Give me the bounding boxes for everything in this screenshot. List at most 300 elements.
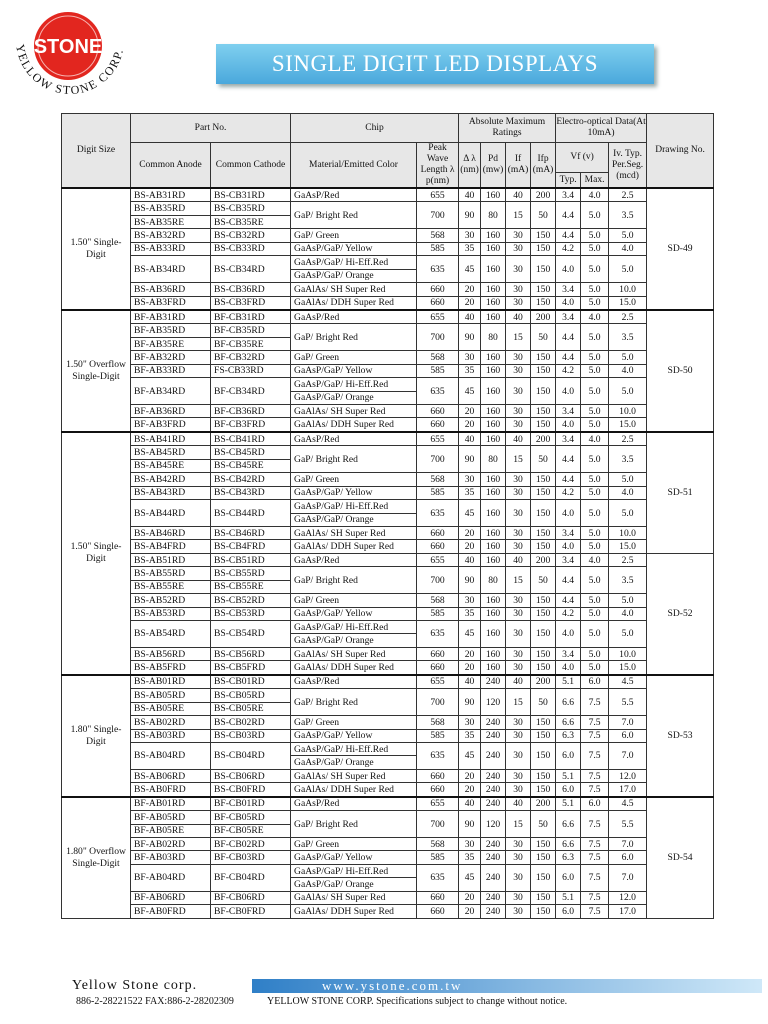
value-cell-if: 15 <box>506 689 531 716</box>
page-title: SINGLE DIGIT LED DISPLAYS <box>216 44 654 84</box>
value-cell-iv: 4.0 <box>609 486 647 499</box>
value-cell-if: 40 <box>506 432 531 446</box>
value-cell-dl: 40 <box>459 797 481 811</box>
value-cell-max: 7.5 <box>581 891 609 904</box>
cathode-part-cell: BS-CB03RD <box>211 729 291 742</box>
header-common-cathode: Common Cathode <box>211 143 291 189</box>
table-row <box>62 256 714 269</box>
value-cell-max: 5.0 <box>581 229 609 242</box>
value-cell-dl: 35 <box>459 486 481 499</box>
anode-part-cell: BS-AB33RD <box>131 242 211 255</box>
value-cell-iv: 7.0 <box>609 838 647 851</box>
value-cell-iv: 3.5 <box>609 446 647 473</box>
value-cell-ifp: 150 <box>531 769 556 782</box>
value-cell-ifp: 150 <box>531 364 556 377</box>
value-cell-if: 40 <box>506 553 531 566</box>
value-cell-max: 5.0 <box>581 473 609 486</box>
table-row <box>62 202 714 215</box>
value-cell-iv: 2.5 <box>609 432 647 446</box>
table-row <box>62 296 714 310</box>
value-cell-pd: 80 <box>481 567 506 594</box>
anode-part-cell: BF-AB35RE <box>131 337 211 350</box>
value-cell-max: 4.0 <box>581 553 609 566</box>
cathode-part-cell: BS-CB45RD <box>211 446 291 459</box>
material-cell: GaAsP/GaP/ Yellow <box>291 607 417 620</box>
value-cell-typ: 4.4 <box>556 324 581 351</box>
anode-part-cell: BS-AB36RD <box>131 283 211 296</box>
value-cell-pd: 160 <box>481 310 506 324</box>
value-cell-dl: 20 <box>459 769 481 782</box>
value-cell-peak: 655 <box>417 310 459 324</box>
table-row <box>62 838 714 851</box>
value-cell-pd: 240 <box>481 769 506 782</box>
value-cell-pd: 160 <box>481 647 506 660</box>
value-cell-if: 40 <box>506 310 531 324</box>
table-row <box>62 405 714 418</box>
value-cell-if: 40 <box>506 675 531 689</box>
value-cell-ifp: 150 <box>531 647 556 660</box>
value-cell-max: 5.0 <box>581 351 609 364</box>
value-cell-typ: 6.6 <box>556 838 581 851</box>
value-cell-typ: 4.0 <box>556 378 581 405</box>
value-cell-iv: 17.0 <box>609 905 647 918</box>
value-cell-pd: 160 <box>481 486 506 499</box>
value-cell-peak: 700 <box>417 202 459 229</box>
value-cell-if: 30 <box>506 486 531 499</box>
value-cell-ifp: 150 <box>531 296 556 310</box>
value-cell-peak: 660 <box>417 769 459 782</box>
value-cell-ifp: 150 <box>531 229 556 242</box>
value-cell-ifp: 150 <box>531 716 556 729</box>
value-cell-typ: 6.0 <box>556 864 581 891</box>
value-cell-ifp: 50 <box>531 567 556 594</box>
material-cell: GaP/ Bright Red <box>291 811 417 838</box>
value-cell-pd: 160 <box>481 607 506 620</box>
value-cell-peak: 660 <box>417 526 459 539</box>
value-cell-typ: 3.4 <box>556 283 581 296</box>
value-cell-max: 5.0 <box>581 256 609 283</box>
cathode-part-cell: BS-CB55RD <box>211 567 291 580</box>
table-row <box>62 242 714 255</box>
value-cell-pd: 160 <box>481 296 506 310</box>
material-cell: GaP/ Green <box>291 229 417 242</box>
cathode-part-cell: BS-CB36RD <box>211 283 291 296</box>
value-cell-ifp: 200 <box>531 188 556 202</box>
cathode-part-cell: BF-CB32RD <box>211 351 291 364</box>
value-cell-if: 30 <box>506 851 531 864</box>
value-cell-ifp: 150 <box>531 405 556 418</box>
value-cell-ifp: 150 <box>531 905 556 918</box>
value-cell-pd: 240 <box>481 851 506 864</box>
material-cell: GaAsP/GaP/ Hi-Eff.Red <box>291 742 417 755</box>
anode-part-cell: BF-AB35RD <box>131 324 211 337</box>
table-row <box>62 432 714 446</box>
value-cell-if: 30 <box>506 647 531 660</box>
material-cell: GaAsP/GaP/ Orange <box>291 513 417 526</box>
anode-part-cell: BF-AB04RD <box>131 864 211 891</box>
value-cell-pd: 160 <box>481 364 506 377</box>
value-cell-peak: 700 <box>417 567 459 594</box>
value-cell-typ: 4.4 <box>556 567 581 594</box>
value-cell-pd: 80 <box>481 324 506 351</box>
header-chip: Chip <box>291 114 459 143</box>
value-cell-peak: 568 <box>417 594 459 607</box>
anode-part-cell: BS-AB0FRD <box>131 783 211 797</box>
drawing-no-cell: SD-54 <box>647 797 714 918</box>
drawing-no-cell: SD-51 <box>647 432 714 553</box>
value-cell-peak: 655 <box>417 188 459 202</box>
value-cell-typ: 3.4 <box>556 432 581 446</box>
value-cell-peak: 585 <box>417 851 459 864</box>
table-row <box>62 553 714 566</box>
header-peak-wave: Peak Wave Length λ p(nm) <box>417 143 459 189</box>
value-cell-iv: 3.5 <box>609 202 647 229</box>
anode-part-cell: BS-AB31RD <box>131 188 211 202</box>
cathode-part-cell: BS-CB33RD <box>211 242 291 255</box>
anode-part-cell: BS-AB35RD <box>131 202 211 215</box>
anode-part-cell: BS-AB5FRD <box>131 661 211 675</box>
value-cell-max: 5.0 <box>581 661 609 675</box>
header-max: Max. <box>581 173 609 188</box>
cathode-part-cell: BS-CB34RD <box>211 256 291 283</box>
anode-part-cell: BS-AB03RD <box>131 729 211 742</box>
material-cell: GaP/ Green <box>291 716 417 729</box>
table-row <box>62 364 714 377</box>
value-cell-pd: 120 <box>481 811 506 838</box>
drawing-no-cell: SD-53 <box>647 675 714 797</box>
table-row <box>62 769 714 782</box>
value-cell-pd: 160 <box>481 473 506 486</box>
value-cell-if: 30 <box>506 838 531 851</box>
value-cell-typ: 4.2 <box>556 607 581 620</box>
value-cell-if: 40 <box>506 797 531 811</box>
material-cell: GaAsP/GaP/ Hi-Eff.Red <box>291 864 417 877</box>
anode-part-cell: BS-AB01RD <box>131 675 211 689</box>
digit-size-cell: 1.80" Single-Digit <box>62 675 131 797</box>
drawing-no-cell: SD-49 <box>647 188 714 310</box>
value-cell-iv: 10.0 <box>609 526 647 539</box>
value-cell-dl: 30 <box>459 351 481 364</box>
value-cell-iv: 5.0 <box>609 351 647 364</box>
cathode-part-cell: BF-CB35RE <box>211 337 291 350</box>
value-cell-pd: 160 <box>481 661 506 675</box>
value-cell-max: 5.0 <box>581 283 609 296</box>
footer-url[interactable]: www.ystone.com.tw <box>322 978 463 993</box>
table-row <box>62 607 714 620</box>
value-cell-max: 7.5 <box>581 769 609 782</box>
anode-part-cell: BS-AB34RD <box>131 256 211 283</box>
cathode-part-cell: BS-CB51RD <box>211 553 291 566</box>
value-cell-typ: 6.0 <box>556 905 581 918</box>
value-cell-max: 5.0 <box>581 405 609 418</box>
value-cell-if: 30 <box>506 594 531 607</box>
value-cell-typ: 3.4 <box>556 310 581 324</box>
value-cell-iv: 12.0 <box>609 769 647 782</box>
value-cell-max: 5.0 <box>581 500 609 527</box>
value-cell-iv: 4.5 <box>609 675 647 689</box>
value-cell-iv: 17.0 <box>609 783 647 797</box>
value-cell-iv: 4.0 <box>609 364 647 377</box>
value-cell-if: 30 <box>506 351 531 364</box>
anode-part-cell: BS-AB42RD <box>131 473 211 486</box>
value-cell-dl: 45 <box>459 378 481 405</box>
value-cell-iv: 6.0 <box>609 729 647 742</box>
value-cell-peak: 635 <box>417 621 459 648</box>
value-cell-pd: 240 <box>481 716 506 729</box>
anode-part-cell: BF-AB01RD <box>131 797 211 811</box>
value-cell-max: 5.0 <box>581 242 609 255</box>
value-cell-iv: 15.0 <box>609 661 647 675</box>
value-cell-if: 15 <box>506 446 531 473</box>
value-cell-max: 5.0 <box>581 446 609 473</box>
material-cell: GaAsP/GaP/ Yellow <box>291 729 417 742</box>
value-cell-max: 7.5 <box>581 864 609 891</box>
header-pd: Pd (mw) <box>481 143 506 189</box>
value-cell-peak: 635 <box>417 256 459 283</box>
value-cell-peak: 635 <box>417 864 459 891</box>
table-row <box>62 283 714 296</box>
value-cell-typ: 4.0 <box>556 256 581 283</box>
value-cell-pd: 160 <box>481 256 506 283</box>
cathode-part-cell: BS-CB01RD <box>211 675 291 689</box>
value-cell-dl: 20 <box>459 891 481 904</box>
value-cell-typ: 6.0 <box>556 783 581 797</box>
value-cell-typ: 3.4 <box>556 647 581 660</box>
material-cell: GaAlAs/ DDH Super Red <box>291 296 417 310</box>
material-cell: GaP/ Bright Red <box>291 202 417 229</box>
value-cell-pd: 240 <box>481 838 506 851</box>
value-cell-typ: 6.0 <box>556 742 581 769</box>
value-cell-ifp: 200 <box>531 310 556 324</box>
cathode-part-cell: BS-CB42RD <box>211 473 291 486</box>
value-cell-dl: 20 <box>459 540 481 553</box>
anode-part-cell: BS-AB05RE <box>131 702 211 715</box>
anode-part-cell: BF-AB05RE <box>131 824 211 837</box>
value-cell-ifp: 50 <box>531 446 556 473</box>
value-cell-typ: 4.4 <box>556 594 581 607</box>
footer-contact: 886-2-28221522 FAX:886-2-28202309 <box>76 996 234 1007</box>
table-row <box>62 229 714 242</box>
value-cell-iv: 3.5 <box>609 324 647 351</box>
value-cell-pd: 240 <box>481 675 506 689</box>
value-cell-iv: 5.0 <box>609 500 647 527</box>
table-row <box>62 446 714 459</box>
value-cell-iv: 4.5 <box>609 797 647 811</box>
header-iv: Iv. Typ. Per.Seg. (mcd) <box>609 143 647 189</box>
value-cell-dl: 35 <box>459 607 481 620</box>
value-cell-dl: 40 <box>459 432 481 446</box>
value-cell-pd: 240 <box>481 729 506 742</box>
value-cell-pd: 240 <box>481 891 506 904</box>
value-cell-ifp: 150 <box>531 242 556 255</box>
value-cell-max: 7.5 <box>581 811 609 838</box>
anode-part-cell: BF-AB0FRD <box>131 905 211 918</box>
value-cell-if: 30 <box>506 769 531 782</box>
value-cell-max: 7.5 <box>581 689 609 716</box>
header-part-no: Part No. <box>131 114 291 143</box>
cathode-part-cell: BF-CB35RD <box>211 324 291 337</box>
material-cell: GaAsP/GaP/ Yellow <box>291 364 417 377</box>
table-row <box>62 500 714 513</box>
value-cell-if: 30 <box>506 378 531 405</box>
value-cell-pd: 160 <box>481 283 506 296</box>
cathode-part-cell: BS-CB43RD <box>211 486 291 499</box>
value-cell-max: 7.5 <box>581 716 609 729</box>
anode-part-cell: BS-AB51RD <box>131 553 211 566</box>
value-cell-ifp: 150 <box>531 621 556 648</box>
value-cell-ifp: 150 <box>531 594 556 607</box>
value-cell-max: 5.0 <box>581 202 609 229</box>
value-cell-pd: 160 <box>481 594 506 607</box>
value-cell-peak: 635 <box>417 742 459 769</box>
value-cell-typ: 4.4 <box>556 202 581 229</box>
material-cell: GaAsP/Red <box>291 188 417 202</box>
value-cell-dl: 30 <box>459 716 481 729</box>
value-cell-iv: 15.0 <box>609 418 647 432</box>
material-cell: GaAsP/GaP/ Orange <box>291 269 417 282</box>
anode-part-cell: BF-AB06RD <box>131 891 211 904</box>
value-cell-iv: 4.0 <box>609 242 647 255</box>
value-cell-typ: 4.2 <box>556 486 581 499</box>
material-cell: GaAsP/Red <box>291 797 417 811</box>
value-cell-pd: 160 <box>481 553 506 566</box>
value-cell-typ: 4.0 <box>556 500 581 527</box>
material-cell: GaP/ Green <box>291 838 417 851</box>
value-cell-max: 7.5 <box>581 838 609 851</box>
cathode-part-cell: BF-CB36RD <box>211 405 291 418</box>
drawing-no-cell: SD-52 <box>647 553 714 674</box>
material-cell: GaAlAs/ DDH Super Red <box>291 783 417 797</box>
value-cell-pd: 160 <box>481 351 506 364</box>
anode-part-cell: BS-AB05RD <box>131 689 211 702</box>
table-row <box>62 526 714 539</box>
value-cell-if: 15 <box>506 324 531 351</box>
value-cell-max: 6.0 <box>581 797 609 811</box>
header-drawing: Drawing No. <box>647 114 714 189</box>
value-cell-if: 30 <box>506 242 531 255</box>
digit-size-cell: 1.50" Overflow Single-Digit <box>62 310 131 432</box>
value-cell-peak: 660 <box>417 540 459 553</box>
value-cell-pd: 160 <box>481 242 506 255</box>
value-cell-max: 5.0 <box>581 621 609 648</box>
value-cell-dl: 35 <box>459 242 481 255</box>
value-cell-peak: 585 <box>417 607 459 620</box>
cathode-part-cell: FS-CB33RD <box>211 364 291 377</box>
logo-ring-text: YELLOW STONE CORP. <box>13 43 127 98</box>
value-cell-if: 30 <box>506 621 531 648</box>
material-cell: GaAsP/GaP/ Hi-Eff.Red <box>291 378 417 391</box>
value-cell-ifp: 150 <box>531 283 556 296</box>
value-cell-if: 30 <box>506 891 531 904</box>
value-cell-iv: 5.0 <box>609 473 647 486</box>
value-cell-ifp: 150 <box>531 661 556 675</box>
header-digit-size: Digit Size <box>62 114 131 189</box>
value-cell-peak: 700 <box>417 446 459 473</box>
value-cell-dl: 90 <box>459 202 481 229</box>
anode-part-cell: BS-AB44RD <box>131 500 211 527</box>
value-cell-pd: 160 <box>481 621 506 648</box>
value-cell-dl: 40 <box>459 553 481 566</box>
value-cell-max: 5.0 <box>581 378 609 405</box>
cathode-part-cell: BS-CB05RD <box>211 689 291 702</box>
value-cell-ifp: 200 <box>531 553 556 566</box>
value-cell-if: 30 <box>506 405 531 418</box>
table-row <box>62 647 714 660</box>
value-cell-max: 5.0 <box>581 607 609 620</box>
value-cell-peak: 660 <box>417 418 459 432</box>
value-cell-if: 15 <box>506 567 531 594</box>
value-cell-dl: 20 <box>459 905 481 918</box>
table-row <box>62 324 714 337</box>
value-cell-if: 30 <box>506 607 531 620</box>
value-cell-dl: 30 <box>459 473 481 486</box>
value-cell-dl: 20 <box>459 661 481 675</box>
header-typ: Typ. <box>556 173 581 188</box>
value-cell-ifp: 150 <box>531 500 556 527</box>
value-cell-if: 30 <box>506 540 531 553</box>
value-cell-ifp: 150 <box>531 729 556 742</box>
table-row <box>62 689 714 702</box>
table-row <box>62 797 714 811</box>
value-cell-dl: 20 <box>459 283 481 296</box>
table-row <box>62 905 714 918</box>
value-cell-typ: 4.4 <box>556 351 581 364</box>
value-cell-peak: 660 <box>417 891 459 904</box>
value-cell-ifp: 200 <box>531 797 556 811</box>
cathode-part-cell: BS-CB02RD <box>211 716 291 729</box>
value-cell-pd: 240 <box>481 742 506 769</box>
anode-part-cell: BS-AB46RD <box>131 526 211 539</box>
value-cell-peak: 585 <box>417 242 459 255</box>
anode-part-cell: BS-AB43RD <box>131 486 211 499</box>
value-cell-pd: 160 <box>481 378 506 405</box>
cathode-part-cell: BF-CB05RE <box>211 824 291 837</box>
value-cell-dl: 30 <box>459 838 481 851</box>
value-cell-typ: 3.4 <box>556 526 581 539</box>
value-cell-iv: 15.0 <box>609 540 647 553</box>
value-cell-dl: 20 <box>459 418 481 432</box>
value-cell-peak: 655 <box>417 675 459 689</box>
value-cell-dl: 40 <box>459 675 481 689</box>
value-cell-max: 7.5 <box>581 742 609 769</box>
footer-company: Yellow Stone corp. <box>72 978 198 993</box>
cathode-part-cell: BS-CB04RD <box>211 742 291 769</box>
value-cell-peak: 568 <box>417 229 459 242</box>
value-cell-peak: 655 <box>417 797 459 811</box>
anode-part-cell: BS-AB55RD <box>131 567 211 580</box>
material-cell: GaAsP/GaP/ Orange <box>291 756 417 769</box>
value-cell-peak: 655 <box>417 432 459 446</box>
cathode-part-cell: BS-CB32RD <box>211 229 291 242</box>
value-cell-if: 30 <box>506 661 531 675</box>
material-cell: GaAsP/GaP/ Hi-Eff.Red <box>291 256 417 269</box>
material-cell: GaAsP/GaP/ Yellow <box>291 851 417 864</box>
value-cell-iv: 7.0 <box>609 716 647 729</box>
value-cell-typ: 4.4 <box>556 229 581 242</box>
material-cell: GaP/ Bright Red <box>291 689 417 716</box>
spec-table <box>61 113 714 919</box>
material-cell: GaAlAs/ SH Super Red <box>291 405 417 418</box>
material-cell: GaP/ Green <box>291 351 417 364</box>
value-cell-if: 40 <box>506 188 531 202</box>
value-cell-max: 7.5 <box>581 851 609 864</box>
value-cell-dl: 20 <box>459 647 481 660</box>
value-cell-dl: 40 <box>459 188 481 202</box>
value-cell-iv: 12.0 <box>609 891 647 904</box>
value-cell-dl: 20 <box>459 526 481 539</box>
footer-notice: YELLOW STONE CORP. Specifications subject to change without notice. <box>267 996 568 1007</box>
anode-part-cell: BS-AB41RD <box>131 432 211 446</box>
